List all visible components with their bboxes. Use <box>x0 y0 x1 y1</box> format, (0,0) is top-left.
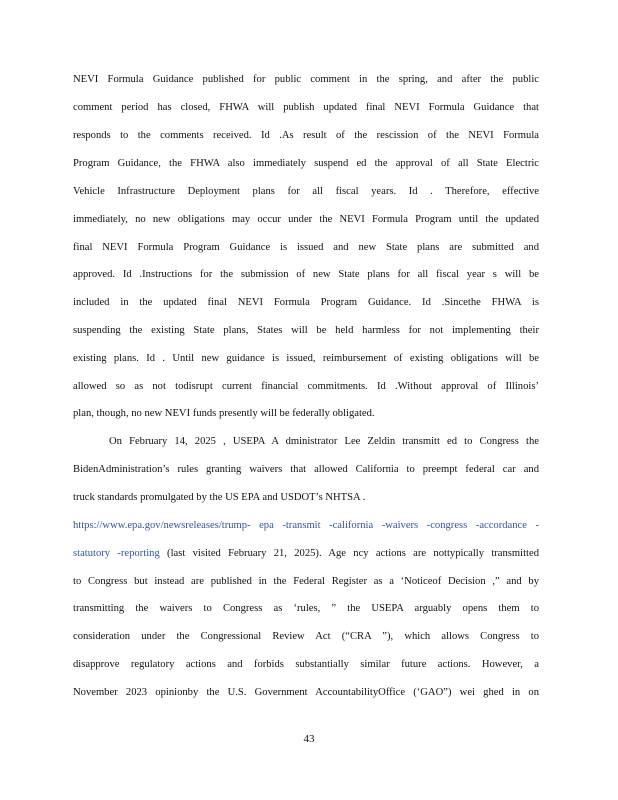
body-line: allowed so as not todisrupt current financial commitments. Id .Without approval of Illinois’ <box>73 381 539 392</box>
body-line: comment period has closed, FHWA will publish updated final NEVI Formula Guidance that <box>73 102 539 113</box>
epa-news-link-continued[interactable]: statutory -reporting <box>73 548 160 559</box>
body-line: final NEVI Formula Program Guidance is issued and new State plans are submitted and <box>73 242 539 253</box>
body-line: NEVI Formula Guidance published for public comment in the spring, and after the public <box>73 74 539 85</box>
body-text: (last visited February 21, 2025). Age ncy actions are nottypically transmitted <box>159 548 539 559</box>
body-line: Program Guidance, the FHWA also immediately suspend ed the approval of all State Electric <box>73 158 539 169</box>
body-line: approved. Id .Instructions for the submission of new State plans for all fiscal year s will be <box>73 269 539 280</box>
body-line: BidenAdministration’s rules granting waivers that allowed California to preempt federal car and <box>73 464 539 475</box>
body-line: immediately, no new obligations may occur under the NEVI Formula Program until the updated <box>73 214 539 225</box>
body-line: responds to the comments received. Id .As result of the rescission of the NEVI Formula <box>73 130 539 141</box>
body-line: existing plans. Id . Until new guidance is issued, reimbursement of existing obligations will be <box>73 353 539 364</box>
body-line: transmitting the waivers to Congress as ‘rules, ” the USEPA arguably opens them to <box>73 603 539 614</box>
body-line: plan, though, no new NEVI funds presently will be federally obligated. <box>73 408 375 419</box>
body-line: truck standards promulgated by the US EPA and USDOT’s NHTSA . <box>73 492 366 503</box>
paragraph-start-line: On February 14, 2025 , USEPA A dministrator Lee Zeldin transmitt ed to Congress the <box>109 436 539 447</box>
url-line <box>73 519 539 533</box>
body-line: suspending the existing State plans, States will be held harmless for not implementing their <box>73 325 539 336</box>
epa-news-link[interactable]: https://www.epa.gov/newsreleases/trump- epa -transmit -california -waivers -congress -accordance - <box>73 520 539 531</box>
body-line: Vehicle Infrastructure Deployment plans for all fiscal years. Id . Therefore, effective <box>73 186 539 197</box>
body-line: consideration under the Congressional Review Act (“CRA ”), which allows Congress to <box>73 631 539 642</box>
body-line: November 2023 opinionby the U.S. Government AccountabilityOffice (‘GAO”) wei ghed in on <box>73 687 539 698</box>
body-line: included in the updated final NEVI Formula Program Guidance. Id .Sincethe FHWA is <box>73 297 539 308</box>
body-line <box>73 547 539 561</box>
body-line: to Congress but instead are published in the Federal Register as a ‘Noticeof Decision ,” and by <box>73 576 539 587</box>
body-line: disapprove regulatory actions and forbids substantially similar future actions. However, a <box>73 659 539 670</box>
page-number: 43 <box>303 733 315 745</box>
